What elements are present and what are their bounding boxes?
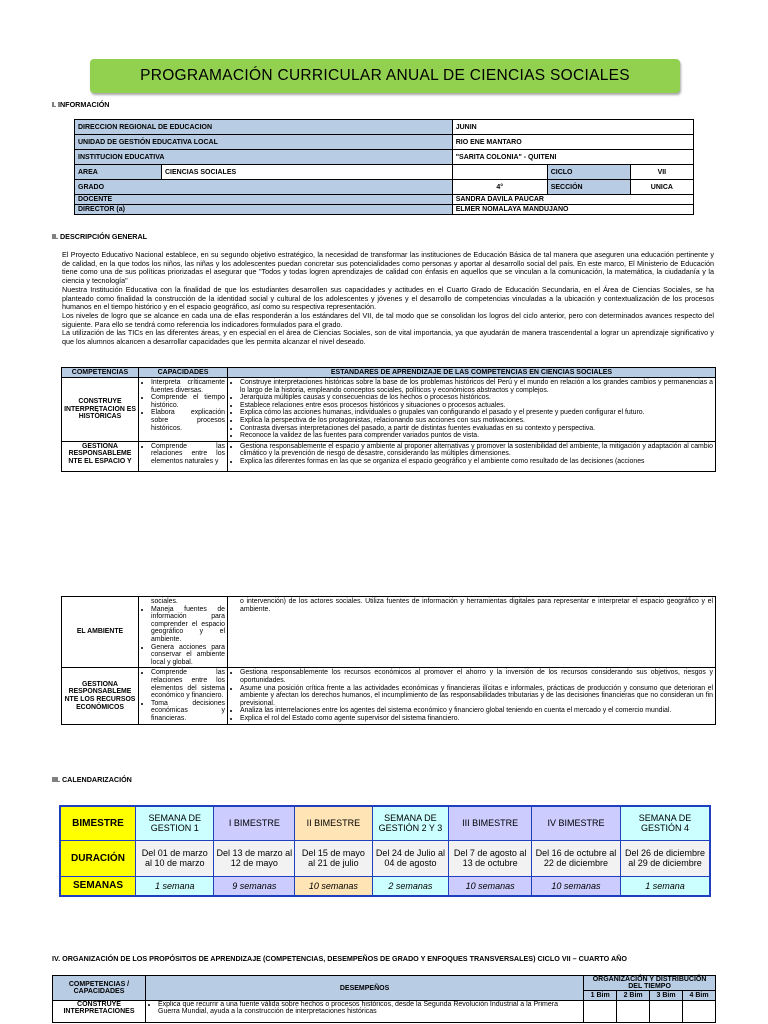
- area-value: CIENCIAS SOCIALES: [162, 165, 453, 180]
- standard-item: • Analiza las interrelaciones entre los agentes del sistema económico y financiero global teniendo en cuenta el mercado y el comercio mundial.: [240, 707, 713, 715]
- capacity-continued: sociales.: [151, 598, 178, 605]
- calendar-weeks: 9 semanas: [214, 876, 295, 896]
- description-paragraph: Los niveles de logro que se alcance en cada una de ellas responderán a los estándares del VII, de tal modo que se consolidan los logros del ciclo anterior, pero con determinados avances respecto del siguiente. Para ello se tendrá como referencia los indicadores formulados para el grado.: [62, 310, 714, 329]
- standard-item: • Explica el rol del Estado como agente supervisor del sistema financiero.: [240, 715, 713, 723]
- header-bimestre: 1 Bim: [584, 991, 617, 1001]
- calendar-weeks: 2 semanas: [372, 876, 449, 896]
- standard-item: • Gestiona responsablemente el espacio y ambiente al proponer alternativas y promover la sostenibilidad del ambiente, la mitigación y adaptación al cambio climático y la prevención de riesgo de desastre, considerando las múltiples dimensiones.: [240, 443, 713, 458]
- capacity-item: • Maneja fuentes de información para comprender el espacio geográfico y el ambiente.: [151, 606, 225, 644]
- dre-value: JUNIN: [452, 120, 693, 135]
- standards-table-continued: [61, 596, 716, 725]
- row-label-bimestre: BIMESTRE: [60, 806, 136, 840]
- standard-item: • Gestiona responsablemente los recursos económicos al promover el ahorro y la inversión de los recursos considerando sus objetivos, riesgos y oportunidades.: [240, 669, 713, 684]
- description-paragraph: Nuestra Institución Educativa con la finalidad de que los estudiantes desarrollen sus capacidades y actitudes en el Cuarto Grado de Educación Secundaria, en el Área de Ciencias Sociales, se ha planteado como finalidad la construcción de la identidad social y cultural de los adolescentes y jóvenes y el desarrollo de competencias vinculadas a la ubicación y contextualización de los procesos humanos en el tiempo histórico y en el espacio geográfico, así como su respectiva representación.: [62, 284, 714, 312]
- competence-name: GESTIONA RESPONSABLEME NTE EL ESPACIO Y: [62, 441, 139, 471]
- standard-item: • Construye interpretaciones históricas sobre la base de los problemas históricos del Perú y el mundo en relación a los grandes cambios y permanencias a lo largo de la historia, empleando conceptos sociales, políticos y económicos abstractos y complejos.: [240, 379, 713, 394]
- calendar-duration: Del 01 de marzo al 10 de marzo: [136, 840, 214, 876]
- capacity-item: • Comprende las relaciones entre los elementos del sistema económico y financiero.: [151, 669, 225, 699]
- capacities-cell: [139, 378, 228, 442]
- row-label-duracion: DURACIÓN: [60, 840, 136, 876]
- ciclo-label: CICLO: [547, 165, 630, 180]
- capacities-cell: [139, 597, 228, 668]
- competence-name: CONSTRUYE INTERPRETACIONES: [53, 1001, 146, 1023]
- standards-cell: [228, 378, 716, 442]
- standard-continued: o intervención) de los actores sociales. Utiliza fuentes de información y herramientas digitales para representar e interpretar el espacio geográfico y el ambiente.: [240, 598, 713, 613]
- standard-item: • Contrasta diversas interpretaciones del pasado, a partir de distintas fuentes evaluadas en su contexto y perspectiva.: [240, 425, 713, 433]
- ugel-label: UNIDAD DE GESTIÓN EDUCATIVA LOCAL: [75, 135, 453, 150]
- director-label: DIRECTOR (a): [75, 205, 453, 215]
- standards-cell: [228, 668, 716, 724]
- header-capacidades: CAPACIDADES: [139, 368, 228, 378]
- calendar-weeks: 1 semana: [136, 876, 214, 896]
- competence-name: CONSTRUYE INTERPRETACION ES HISTÓRICAS: [62, 378, 139, 442]
- calendar-duration: Del 26 de diciembre al 29 de diciembre: [620, 840, 710, 876]
- organization-table: [52, 975, 716, 1023]
- calendar-weeks: 10 semanas: [449, 876, 532, 896]
- capacity-item: • Elabora explicación sobre procesos históricos.: [151, 409, 225, 432]
- competence-name: EL AMBIENTE: [62, 597, 139, 668]
- calendar-col-name: SEMANA DE GESTIÓN 2 Y 3: [372, 806, 449, 840]
- calendar-weeks: 10 semanas: [531, 876, 620, 896]
- calendar-duration: Del 15 de mayo al 21 de julio: [295, 840, 372, 876]
- standard-item: • Jerarquiza múltiples causas y consecuencias de los hechos o procesos históricos.: [240, 394, 713, 402]
- header-estandares: ESTANDARES DE APRENDIZAJE DE LAS COMPETENCIAS EN CIENCIAS SOCIALES: [228, 368, 716, 378]
- row-label-semanas: SEMANAS: [60, 876, 136, 896]
- header-competencias: COMPETENCIAS: [62, 368, 139, 378]
- grado-label: GRADO: [75, 180, 453, 195]
- header-desempenos: DESEMPEÑOS: [146, 976, 584, 1001]
- description-paragraph: La utilización de las TICs en las diferentes áreas, y en especial en el área de Ciencias Sociales, son de vital importancia, ya que ayudarán de manera trascendental a lograr un aprendizaje significativo y que los alumnos alcancen a desarrollar capacidades que les permita alcanzar el nivel deseado.: [62, 328, 714, 347]
- header-organizacion-tiempo: ORGANIZACIÓN Y DISTRIBUCIÓN DEL TIEMPO: [584, 976, 716, 991]
- calendar-col-name: I BIMESTRE: [214, 806, 295, 840]
- calendar-col-name: III BIMESTRE: [449, 806, 532, 840]
- standards-cell: [228, 441, 716, 471]
- standard-item: • Explica la perspectiva de los protagonistas, relacionando sus acciones con sus motivaciones.: [240, 417, 713, 425]
- section-informacion: I. INFORMACIÓN: [52, 100, 110, 109]
- calendar-col-name: II BIMESTRE: [295, 806, 372, 840]
- calendar-duration: Del 16 de octubre al 22 de diciembre: [531, 840, 620, 876]
- header-bimestre: 2 Bim: [617, 991, 650, 1001]
- calendar-duration: Del 24 de Julio al 04 de agosto: [372, 840, 449, 876]
- capacity-item: • Comprende las relaciones entre los elementos naturales y: [151, 443, 225, 466]
- bim-cell: [683, 1001, 716, 1023]
- performance-item: • Explica que recurrir a una fuente válida sobre hechos o procesos históricos, desde la Segunda Revolución Industrial a la Primera Guerra Mundial, ayuda a la construcción de interpretaciones históricas: [158, 1001, 581, 1015]
- bim-cell: [617, 1001, 650, 1023]
- ie-value: "SARITA COLONIA" - QUITENI: [452, 150, 693, 165]
- capacity-item: • Interpreta críticamente fuentes diversas.: [151, 379, 225, 394]
- standard-item: • Explica las diferentes formas en las que se organiza el espacio geográfico y el ambiente como resultado de las decisiones (acciones: [240, 458, 713, 466]
- ugel-value: RIO ENE MANTARO: [452, 135, 693, 150]
- standards-cell: [228, 597, 716, 668]
- standard-item: • Establece relaciones entre esos procesos históricos y situaciones o procesos actuales.: [240, 402, 713, 410]
- description-paragraph: El Proyecto Educativo Nacional establece, en su segundo objetivo estratégico, la necesidad de transformar las instituciones de Educación Básica de tal manera que aseguren una educación pertinente y de calidad, en la que todos los niños, las niñas y los adolescentes puedan concretar sus potencialidades como personas y aportar al desarrollo social del país. En este marco, El Ministerio de Educación tiene como una de sus políticas priorizadas el asegurar que "Todos y todas logren aprendizajes de calidad con énfasis en aquellos que se vinculan a la comunicación, la matemática, la ciudadanía y la ciencia y tecnología": [62, 250, 714, 286]
- info-table: [74, 119, 694, 215]
- grado-value: 4°: [452, 180, 547, 195]
- bim-cell: [650, 1001, 683, 1023]
- docente-value: SANDRA DAVILA PAUCAR: [452, 195, 693, 205]
- calendar-weeks: 10 semanas: [295, 876, 372, 896]
- section-descripcion: II. DESCRIPCIÓN GENERAL: [52, 232, 148, 241]
- ciclo-value: VII: [630, 165, 693, 180]
- area-empty: [452, 165, 547, 180]
- capacity-item: • Toma decisiones económicas y financieras.: [151, 700, 225, 723]
- director-value: ELMER NOMALAYA MANDUJANO: [452, 205, 693, 215]
- docente-label: DOCENTE: [75, 195, 453, 205]
- standard-item: • Explica cómo las acciones humanas, individuales o grupales van configurando el pasado y el presente y pueden configurar el futuro.: [240, 409, 713, 417]
- document-title: PROGRAMACIÓN CURRICULAR ANUAL DE CIENCIAS SOCIALES: [90, 59, 680, 93]
- header-competencias-capacidades: COMPETENCIAS / CAPACIDADES: [53, 976, 146, 1001]
- section-organizacion: IV. ORGANIZACIÓN DE LOS PROPÓSITOS DE APRENDIZAJE (COMPETENCIAS, DESEMPEÑOS DE GRADO Y ENFOQUES TRANSVERSALES) CICLO VII – CUARTO AÑO: [52, 954, 627, 963]
- standard-item: • Asume una posición crítica frente a las actividades económicas y financieras ilícitas e informales, prácticas de producción y consumo que deterioran el ambiente y afectan los derechos humanos, el incumplimiento de las responsabilidades tributarias y de las decisiones financieras que no consideran un fin previsional.: [240, 685, 713, 708]
- seccion-value: UNICA: [630, 180, 693, 195]
- competence-name: GESTIONA RESPONSABLEME NTE LOS RECURSOS ECONÓMICOS: [62, 668, 139, 724]
- standard-item: • Reconoce la validez de las fuentes para comprender variados puntos de vista.: [240, 432, 713, 440]
- calendar-col-name: SEMANA DE GESTION 1: [136, 806, 214, 840]
- dre-label: DIRECCION REGIONAL DE EDUCACION: [75, 120, 453, 135]
- capacities-cell: [139, 441, 228, 471]
- header-bimestre: 4 Bim: [683, 991, 716, 1001]
- performance-cell: [146, 1001, 584, 1023]
- section-calendarizacion: III. CALENDARIZACIÓN: [52, 775, 132, 784]
- description-text: [62, 251, 714, 347]
- calendar-weeks: 1 semana: [620, 876, 710, 896]
- calendar-col-name: SEMANA DE GESTIÓN 4: [620, 806, 710, 840]
- calendar-col-name: IV BIMESTRE: [531, 806, 620, 840]
- calendar-table: [59, 805, 711, 897]
- ie-label: INSTITUCION EDUCATIVA: [75, 150, 453, 165]
- calendar-duration: Del 7 de agosto al 13 de octubre: [449, 840, 532, 876]
- capacity-item: • Genera acciones para conservar el ambiente local y global.: [151, 644, 225, 667]
- seccion-label: SECCIÓN: [547, 180, 630, 195]
- header-bimestre: 3 Bim: [650, 991, 683, 1001]
- capacity-item: • Comprende el tiempo histórico.: [151, 394, 225, 409]
- capacities-cell: [139, 668, 228, 724]
- bim-cell: [584, 1001, 617, 1023]
- calendar-duration: Del 13 de marzo al 12 de mayo: [214, 840, 295, 876]
- area-label: AREA: [75, 165, 162, 180]
- standards-table: [61, 367, 716, 472]
